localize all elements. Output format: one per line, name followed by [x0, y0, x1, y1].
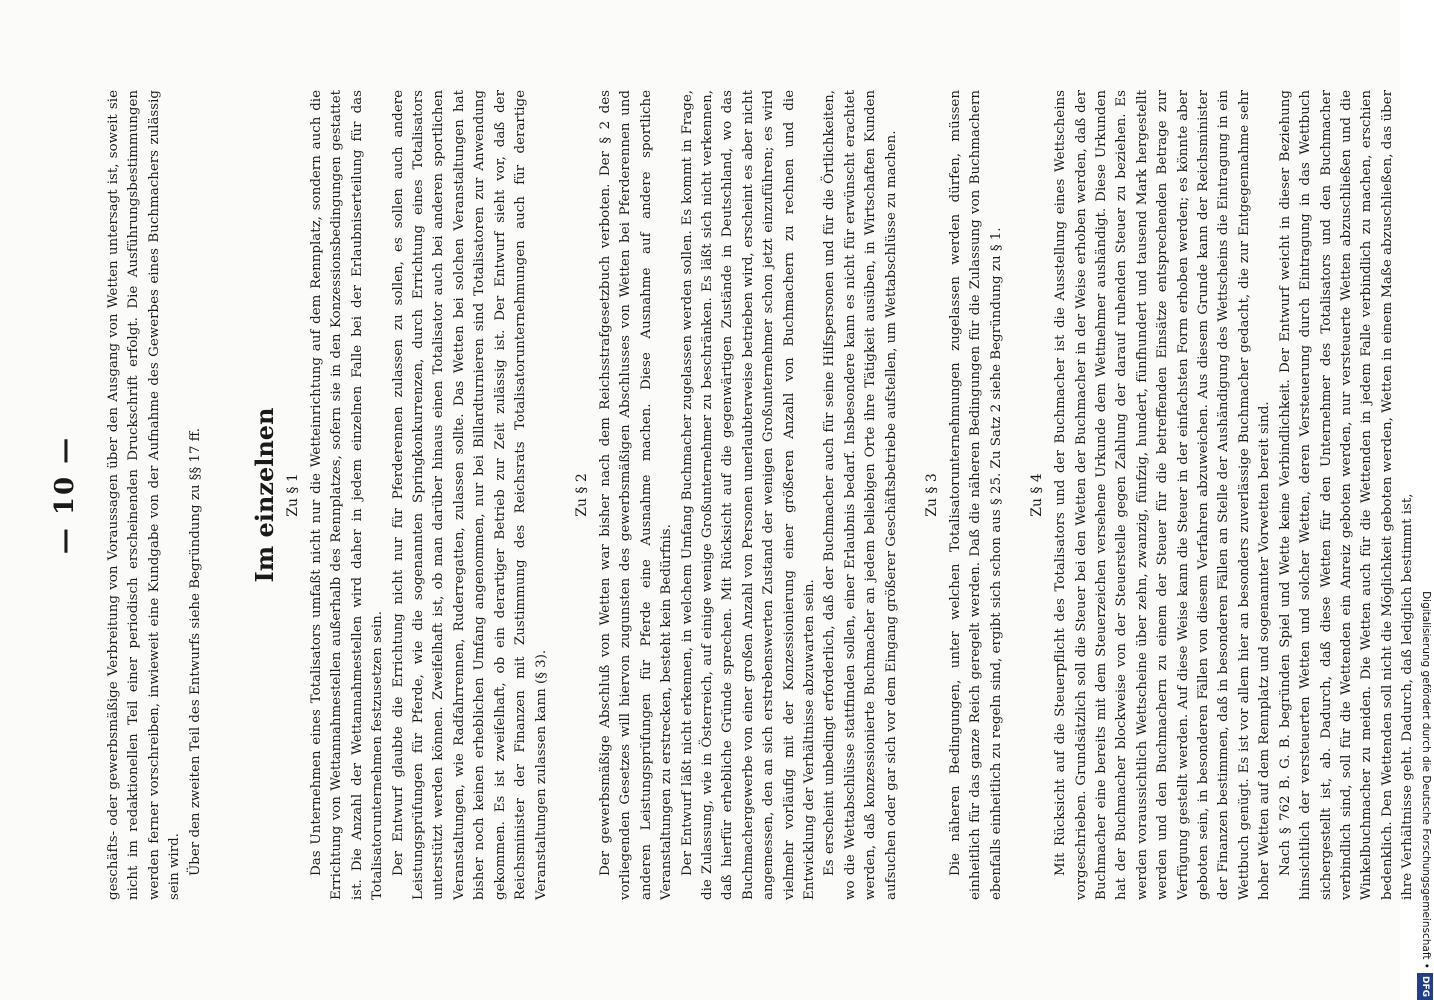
subsection-label-4: Zu § 4	[1029, 473, 1046, 517]
page-number: — 10 —	[50, 435, 80, 555]
subsection-label-2: Zu § 2	[573, 473, 590, 517]
paragraph-s4-2: Nach § 762 B. G. B. begründen Spiel und Wette keine Verbindlichkeit. Der Entwurf weicht in dieser Beziehung hinsichtlich der versteuerten Wetten und solcher Wetten, deren Versteuerung durch Eintragung in das Wettbuch sichergestellt ist, ab. Dadurch, daß diese Wetten für den Unternehmer des Totalisators und den Buchmacher verbindlich sind, soll für die Wettenden ein Anreiz geboten werden, nur versteuerte Wetten abzuschließen und die Winkelbuchmacher zu meiden. Die Wetten auch für die Wettenden in jedem Falle verbindlich zu machen, erschien bedenklich. Den Wettenden soll nicht die Möglichkeit geboten werden, Wetten in einem Maße abzuschließen, das über ihre Verhältnisse geht. Dadurch, daß lediglich bestimmt ist,	[1277, 90, 1416, 900]
dfg-logo: DFG	[1417, 973, 1433, 1000]
paragraph-s4-1: Mit Rücksicht auf die Steuerpflicht des Totalisators und der Buchmacher ist die Ausstellung eines Wettscheins vorgeschrieben. Grundsätzlich soll die Steuer bei den Wetten der Buchmacher in der Weise erhoben werden, daß der Buchmacher eine bereits mit dem Steuerzeichen versehene Urkunde dem Wettnehmer aushändigt. Diese Urkunden hat der Buchmacher blockweise von der Steuerstelle gegen Zahlung der darauf ruhenden Steuer zu beziehen. Es werden voraussichtlich Wettscheine über zehn, zwanzig, fünfzig, hundert, fünfhundert und tausend Mark hergestellt werden und den Buchmachern zu einem der Steuer für die betreffenden Einsätze entsprechenden Betrage zur Verfügung gestellt werden. Auf diese Weise kann die Steuer in der einfachsten Form erhoben werden; es könnte aber geboten sein, in besonderen Fällen von diesem Verfahren abzuweichen. Aus diesem Grunde kann der Reichsminister der Finanzen bestimmen, daß in besonderen Fällen an Stelle der Aushändigung des Wettscheins die Eintragung in ein Wettbuch genügt. Es ist vor allem hier an besonders zuverlässige Buchmacher gedacht, die zur Entgegennahme sehr hoher Wetten auf dem Rennplatz und sogenannter Vorwetten bereit sind.	[1053, 90, 1273, 900]
digitization-note-text: Digitalisierung gefördert durch die Deutsche Forschungsgemeinschaft •	[1420, 591, 1432, 969]
paragraph-s2-3: Es erscheint unbedingt erforderlich, daß der Buchmacher auch für seine Hilfspersonen und für die Örtlichkeiten, wo die Wettabschlüsse stattfinden sollen, einer Erlaubnis bedarf. Insbesondere kann es nicht für erwünscht erachtet werden, daß konzessionierte Buchmacher an jedem beliebigen Orte ihre Tätigkeit ausüben, in Wirtschaften Kunden aufsuchen oder gar sich vor dem Eingang größerer Geschäftsbetriebe aufstellen, um Wettabschlüsse zu machen.	[822, 90, 899, 900]
section-heading: Im einzelnen	[250, 407, 280, 583]
intro-paragraph-2: Über den zweiten Teil des Entwurfs siehe Begründung zu §§ 17 ff.	[187, 427, 203, 876]
page-content	[50, 90, 1419, 900]
subsection-label-3: Zu § 3	[924, 473, 940, 517]
digitization-note	[1418, 0, 1434, 1000]
digitization-note-text-wrapper	[1418, 0, 1434, 1000]
paragraph-s1-2: Der Entwurf glaubte die Errichtung nicht nur für Pferderennen zulassen zu sollen, es sollen auch andere Leistungsprüfungen für Pferde, wie die sogenannten Springkonkurrenzen, durch Errichtung eines Totalisators unterstützt werden können. Zweifelhaft ist, ob man darüber hinaus einen Totalisator auch bei anderen sportlichen Veranstaltungen, wie Radfahrrennen, Ruderregatten, zulassen sollte. Das Wetten bei solchen Veranstaltungen hat bisher noch keinen erheblichen Umfang angenommen, nur bei Billardturnieren sind Totalisatoren zur Anwendung gekommen. Es ist zweifelhaft, ob ein derartiger Betrieb zur Zeit zulässig ist. Der Entwurf sieht vor, daß der Reichsminister der Finanzen mit Zustimmung des Reichsrats Totalisatorunternehmungen auch für derartige Veranstaltungen zulassen kann (§ 3).	[390, 90, 549, 900]
paragraph-s2-1: Der gewerbsmäßige Abschluß von Wetten war bisher nach dem Reichsstrafgesetzbuch verboten. Der § 2 des vorliegenden Gesetzes will hiervon zugunsten des gewerbsmäßigen Abschlusses von Wetten bei Pferderennen und anderen Leistungsprüfungen für Pferde eine Ausnahme machen. Diese Ausnahme auf andere sportliche Veranstaltungen zu erstrecken, besteht kein Bedürfnis.	[597, 90, 675, 900]
paragraph-s2-2: Der Entwurf läßt nicht erkennen, in welchem Umfang Buchmacher zugelassen werden sollen. Es kommt in Frage, die Zulassung, wie in Österreich, auf einige wenige Großunternehmer zu beschränken. Es läßt sich nicht verkennen, daß hierfür erhebliche Gründe sprechen. Mit Rücksicht auf die gegenwärtigen Zustände in Deutschland, wo das Buchmachergewerbe von einer großen Anzahl von Personen unerlaubterweise betrieben wird, erscheint es aber nicht angemessen, den an sich erstrebenswerten Zustand der wenigen Großunternehmer schon jetzt einzuführen; es wird vielmehr vorläufig mit der Konzessionierung einer größeren Anzahl von Buchmachern zu rechnen und die Entwicklung der Verhältnisse abzuwarten sein.	[679, 90, 817, 900]
paragraph-s1-1: Das Unternehmen eines Totalisators umfaßt nicht nur die Wetteinrichtung auf dem Rennplatz, sondern auch die Errichtung von Wettannahmestellen außerhalb des Rennplatzes, sofern sie in den Konzessionsbedingungen gestattet ist. Die Anzahl der Wettannahmestellen wird daher in jedem einzelnen Falle bei der Erlaubniserteilung für das Totalisatorunternehmen festzusetzen sein.	[309, 90, 386, 900]
intro-paragraph-1: geschäfts- oder gewerbsmäßige Verbreitung von Voraussagen über den Ausgang von Wetten untersagt ist, soweit sie nicht im redaktionellen Teil einer periodisch erscheinenden Druckschrift erfolgt. Die Ausführungsbestimmungen werden ferner vorschreiben, inwieweit eine Kundgabe von der Aufnahme des Gewerbes eines Buchmachers zulässig sein wird.	[106, 90, 183, 900]
subsection-label-1: Zu § 1	[285, 473, 302, 517]
paragraph-s3-1: Die näheren Bedingungen, unter welchen Totalisatorunternehmungen zugelassen werden dürfen, müssen einheitlich für das ganze Reich geregelt werden. Daß die näheren Bedingungen für die Zulassung von Buchmachern ebenfalls einheitlich zu regeln sind, ergibt sich schon aus § 25. Zu Satz 2 siehe Begründung zu § 1.	[948, 90, 1004, 900]
